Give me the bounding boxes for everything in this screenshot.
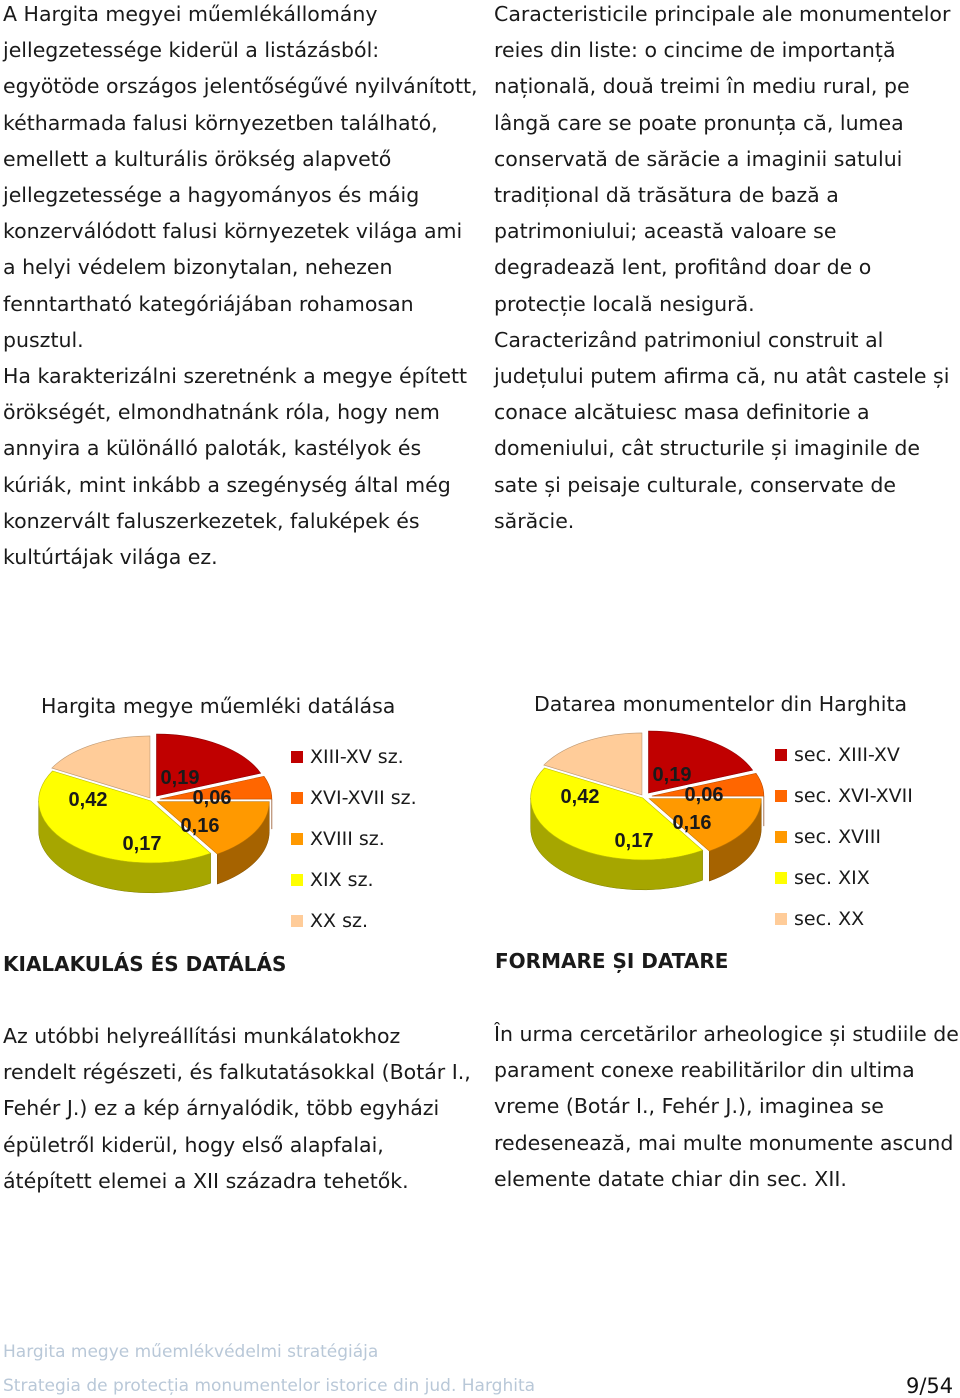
- legend-label: XVI-XVII sz.: [310, 787, 417, 809]
- legend-label: XIX sz.: [310, 869, 374, 891]
- pie-data-label: 0,42: [68, 789, 108, 811]
- pie-data-label: 0,16: [672, 812, 712, 834]
- footer-ro: Strategia de protecția monumentelor istorice din jud. Harghita: [3, 1376, 536, 1396]
- page-number: 9/54: [906, 1374, 954, 1398]
- pie-data-label: 0,06: [192, 787, 232, 809]
- section-heading-ro: FORMARE ȘI DATARE: [495, 949, 729, 973]
- ro-intro-paragraph-1: Caracteristicile principale ale monumentelor reies din liste: o cincime de importanță națională, două treimi în mediu rural, pe lângă care se poate pronunța că, lumea conservată de sărăcie a imaginii satului tradițional dă trăsătura de bază a patrimoniului; această valoare se degradează lent, profitând doar de o protecție locală nesigură.: [494, 2, 951, 316]
- body-text-ro: În urma cercetărilor arheologice și studiile de parament conexe reabilitărilor din ultima vreme (Botár I., Fehér J.), imaginea se redesenează, mai multe monumente ascund elemente datate chiar din sec. XII.: [494, 1022, 959, 1191]
- hu-intro-paragraph-1: A Hargita megyei műemlékállomány jellegzetessége kiderül a listázásból: egyötöde országos jelentőségűvé nyilvánított, kétharmada falusi környezetben található, emellett a kulturális örökség alapvető jellegzetessége a hagyományos és máig konzerválódott falusi környezetek világa ami a helyi védelem bizonytalan, nehezen fenntartható kategóriájában rohamosan pusztul.: [3, 2, 478, 352]
- legend-label: sec. XIII-XV: [794, 744, 900, 766]
- pie-chart-ro: [522, 725, 782, 925]
- legend-item: [291, 869, 374, 891]
- legend-item: [775, 744, 900, 766]
- pie-data-label: 0,16: [180, 815, 220, 837]
- section-heading-hu: KIALAKULÁS ÉS DATÁLÁS: [3, 952, 287, 976]
- legend-item: [291, 746, 404, 768]
- legend-swatch: [775, 913, 787, 925]
- legend-label: sec. XIX: [794, 867, 870, 889]
- legend-label: XIII-XV sz.: [310, 746, 404, 768]
- pie-data-label: 0,06: [684, 784, 724, 806]
- pie-data-label: 0,17: [614, 830, 654, 852]
- legend-item: [291, 910, 368, 932]
- legend-label: XX sz.: [310, 910, 368, 932]
- legend-item: [775, 785, 913, 807]
- body-text-hu: Az utóbbi helyreállítási munkálatokhoz rendelt régészeti, és falkutatásokkal (Botár I., Fehér J.) ez a kép árnyalódik, több egyházi épületről kiderül, hogy első alapfalai, átépített elemei a XII századra tehetők.: [3, 1024, 471, 1193]
- legend-swatch: [775, 790, 787, 802]
- legend-swatch: [775, 749, 787, 761]
- legend-label: sec. XVI-XVII: [794, 785, 913, 807]
- pie-chart-hu: [30, 728, 290, 928]
- legend-swatch: [291, 915, 303, 927]
- chart-title-ro: Datarea monumentelor din Harghita: [534, 692, 908, 716]
- footer-hu: Hargita megye műemlékvédelmi stratégiája: [3, 1342, 379, 1362]
- legend-swatch: [291, 792, 303, 804]
- legend-swatch: [291, 874, 303, 886]
- pie-data-label: 0,17: [122, 833, 162, 855]
- legend-item: [291, 828, 385, 850]
- legend-swatch: [775, 872, 787, 884]
- legend-label: sec. XVIII: [794, 826, 881, 848]
- legend-swatch: [291, 833, 303, 845]
- ro-intro-paragraph-2: Caracterizând patrimoniul construit al județului putem afirma că, nu atât castele și conace alcătuiesc masa definitorie a domeniului, cât structurile și imaginile de sate și peisaje culturale, conservate de sărăcie.: [494, 327, 950, 533]
- romanian-intro: [494, 0, 960, 539]
- legend-label: sec. XX: [794, 908, 865, 930]
- legend-label: XVIII sz.: [310, 828, 385, 850]
- pie-data-label: 0,42: [560, 786, 600, 808]
- chart-title-hu: Hargita megye műemléki datálása: [41, 694, 396, 718]
- legend-item: [775, 908, 864, 930]
- legend-item: [291, 787, 417, 809]
- legend-swatch: [775, 831, 787, 843]
- hu-intro-paragraph-2: Ha karakterizálni szeretnénk a megye épített örökségét, elmondhatnánk róla, hogy nem annyira a különálló paloták, kastélyok és kúriák, mint inkább a szegénység által még konzervált faluszerkezetek, faluképek és kultúrtájak világa ez.: [3, 364, 468, 570]
- pie-data-label: 0,19: [652, 764, 692, 786]
- hungarian-intro: [3, 0, 478, 575]
- legend-swatch: [291, 751, 303, 763]
- pie-data-label: 0,19: [160, 767, 200, 789]
- legend-item: [775, 867, 870, 889]
- legend-item: [775, 826, 881, 848]
